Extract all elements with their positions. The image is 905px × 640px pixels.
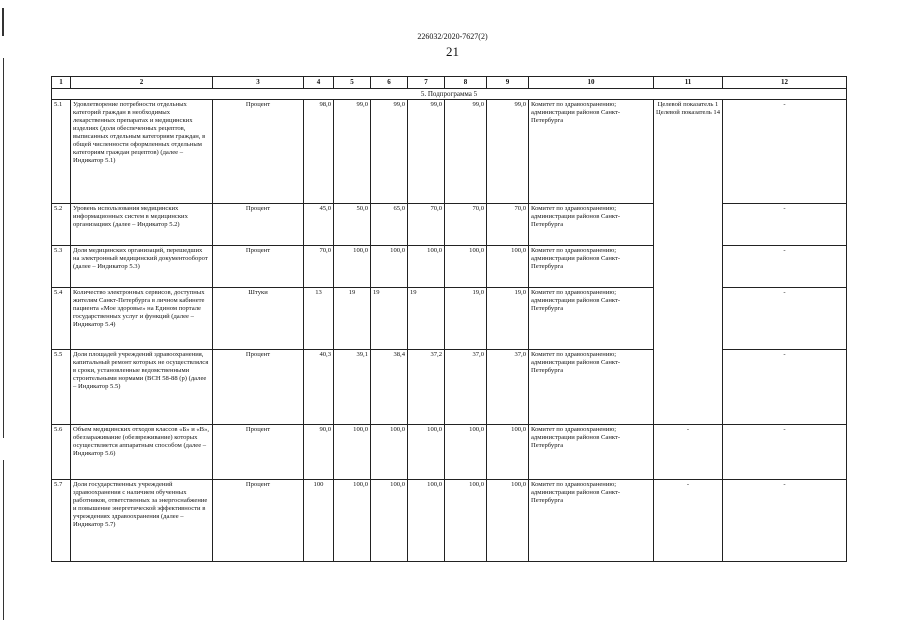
indicators-table bbox=[51, 76, 847, 562]
unit-cell: Процент bbox=[213, 480, 304, 562]
note-cell: - bbox=[723, 100, 847, 204]
value-cell: 100,0 bbox=[334, 480, 371, 562]
row-number: 5.3 bbox=[52, 246, 71, 288]
value-cell: 100 bbox=[304, 480, 334, 562]
row-number: 5.6 bbox=[52, 425, 71, 480]
column-header: 9 bbox=[487, 77, 529, 89]
table-row bbox=[52, 246, 847, 288]
value-cell: 19,0 bbox=[487, 288, 529, 350]
note-cell: - bbox=[723, 288, 847, 350]
executor-cell: Комитет по здравоохранению; администрации районов Санкт-Петербурга bbox=[529, 425, 654, 480]
table-row bbox=[52, 425, 847, 480]
value-cell: 39,1 bbox=[334, 350, 371, 425]
column-header: 12 bbox=[723, 77, 847, 89]
value-cell: 90,0 bbox=[304, 425, 334, 480]
value-cell: 100,0 bbox=[371, 246, 408, 288]
table-row bbox=[52, 350, 847, 425]
value-cell: 19 bbox=[334, 288, 371, 350]
column-number-row bbox=[52, 77, 847, 89]
value-cell: 70,0 bbox=[445, 204, 487, 246]
page-number: 21 bbox=[446, 44, 459, 59]
value-cell: 100,0 bbox=[445, 425, 487, 480]
indicator-name: Объем медицинских отходов классов «Б» и «В», обеззараживание (обезвреживание) которых осуществляется аппаратным способом (далее – Индикатор 5.6) bbox=[71, 425, 213, 480]
table-row bbox=[52, 100, 847, 204]
value-cell: 98,0 bbox=[304, 100, 334, 204]
column-header: 1 bbox=[52, 77, 71, 89]
value-cell: 45,0 bbox=[304, 204, 334, 246]
column-header: 10 bbox=[529, 77, 654, 89]
value-cell: 37,0 bbox=[487, 350, 529, 425]
value-cell: 19 bbox=[408, 288, 445, 350]
value-cell: 100,0 bbox=[487, 246, 529, 288]
value-cell: 13 bbox=[304, 288, 334, 350]
row-number: 5.2 bbox=[52, 204, 71, 246]
value-cell: 19,0 bbox=[445, 288, 487, 350]
value-cell: 99,0 bbox=[334, 100, 371, 204]
value-cell: 40,3 bbox=[304, 350, 334, 425]
executor-cell: Комитет по здравоохранению; администрации районов Санкт-Петербурга bbox=[529, 350, 654, 425]
note-cell: - bbox=[723, 480, 847, 562]
value-cell: 19 bbox=[371, 288, 408, 350]
value-cell: 100,0 bbox=[371, 425, 408, 480]
unit-cell: Процент bbox=[213, 425, 304, 480]
column-header: 2 bbox=[71, 77, 213, 89]
value-cell: 70,0 bbox=[304, 246, 334, 288]
value-cell: 37,0 bbox=[445, 350, 487, 425]
unit-cell: Процент bbox=[213, 350, 304, 425]
column-header: 8 bbox=[445, 77, 487, 89]
unit-cell: Процент bbox=[213, 246, 304, 288]
column-header: 3 bbox=[213, 77, 304, 89]
table-row bbox=[52, 480, 847, 562]
value-cell: 100,0 bbox=[371, 480, 408, 562]
note-cell: - bbox=[723, 204, 847, 246]
document-number: 226032/2020-7627(2) bbox=[417, 32, 488, 41]
column-header: 5 bbox=[334, 77, 371, 89]
value-cell: 65,0 bbox=[371, 204, 408, 246]
value-cell: 100,0 bbox=[487, 425, 529, 480]
indicator-name: Доля площадей учреждений здравоохранения, капитальный ремонт которых не осуществлялся в сроки, установленные ведомственными строительными нормами (ВСН 58-88 (р) (далее – Индикатор 5.5) bbox=[71, 350, 213, 425]
value-cell: 70,0 bbox=[487, 204, 529, 246]
column-header: 6 bbox=[371, 77, 408, 89]
value-cell: 37,2 bbox=[408, 350, 445, 425]
scan-edge-mark bbox=[3, 460, 4, 620]
executor-cell: Комитет по здравоохранению; администрации районов Санкт-Петербурга bbox=[529, 204, 654, 246]
value-cell: 100,0 bbox=[445, 480, 487, 562]
value-cell: 100,0 bbox=[445, 246, 487, 288]
note-cell: - bbox=[723, 350, 847, 425]
row-number: 5.1 bbox=[52, 100, 71, 204]
scan-edge-mark bbox=[3, 58, 4, 438]
unit-cell: Процент bbox=[213, 204, 304, 246]
value-cell: 70,0 bbox=[408, 204, 445, 246]
value-cell: 99,0 bbox=[487, 100, 529, 204]
executor-cell: Комитет по здравоохранению; администрации районов Санкт-Петербурга bbox=[529, 480, 654, 562]
unit-cell: Штуки bbox=[213, 288, 304, 350]
indicator-name: Доля государственных учреждений здравоохранения с наличием обученных работников, ответственных за энергоснабжение и повышение энергетической эффективности в учреждениях здравоохранения (далее – Индикатор 5.7) bbox=[71, 480, 213, 562]
row-number: 5.4 bbox=[52, 288, 71, 350]
indicator-name: Удовлетворение потребности отдельных категорий граждан в необходимых лекарственных препаратах и медицинских изделиях (доля обеспеченных рецептов, выписанных отдельным категориям граждан, в общей численности оформленных отдельным категориям граждан рецептов) (далее – Индикатор 5.1) bbox=[71, 100, 213, 204]
indicator-name: Уровень использования медицинских информационных систем в медицинских организациях (далее – Индикатор 5.2) bbox=[71, 204, 213, 246]
section-row bbox=[52, 88, 847, 100]
indicator-name: Количество электронных сервисов, доступных жителям Санкт-Петербурга в личном кабинете пациента «Мое здоровье» на Едином портале государственных услуг и функций (далее – Индикатор 5.4) bbox=[71, 288, 213, 350]
column-header: 4 bbox=[304, 77, 334, 89]
note-cell: - bbox=[723, 425, 847, 480]
executor-cell: Комитет по здравоохранению; администрации районов Санкт-Петербурга bbox=[529, 288, 654, 350]
target-indicator-cell: - bbox=[654, 425, 723, 480]
value-cell: 100,0 bbox=[408, 480, 445, 562]
executor-cell: Комитет по здравоохранению; администрации районов Санкт-Петербурга bbox=[529, 100, 654, 204]
section-title: 5. Подпрограмма 5 bbox=[52, 88, 847, 100]
table-row bbox=[52, 204, 847, 246]
row-number: 5.5 bbox=[52, 350, 71, 425]
value-cell: 50,0 bbox=[334, 204, 371, 246]
table-row bbox=[52, 288, 847, 350]
indicator-name: Доля медицинских организаций, перешедших на электронный медицинский документооборот (далее – Индикатор 5.3) bbox=[71, 246, 213, 288]
target-indicator-cell: Целевой показатель 1 Целевой показатель 14 bbox=[654, 100, 723, 425]
value-cell: 99,0 bbox=[371, 100, 408, 204]
value-cell: 100,0 bbox=[408, 246, 445, 288]
value-cell: 38,4 bbox=[371, 350, 408, 425]
column-header: 11 bbox=[654, 77, 723, 89]
value-cell: 100,0 bbox=[334, 425, 371, 480]
target-indicator-cell: - bbox=[654, 480, 723, 562]
value-cell: 99,0 bbox=[445, 100, 487, 204]
value-cell: 100,0 bbox=[487, 480, 529, 562]
value-cell: 100,0 bbox=[334, 246, 371, 288]
unit-cell: Процент bbox=[213, 100, 304, 204]
executor-cell: Комитет по здравоохранению; администрации районов Санкт-Петербурга bbox=[529, 246, 654, 288]
row-number: 5.7 bbox=[52, 480, 71, 562]
note-cell: - bbox=[723, 246, 847, 288]
value-cell: 100,0 bbox=[408, 425, 445, 480]
column-header: 7 bbox=[408, 77, 445, 89]
value-cell: 99,0 bbox=[408, 100, 445, 204]
